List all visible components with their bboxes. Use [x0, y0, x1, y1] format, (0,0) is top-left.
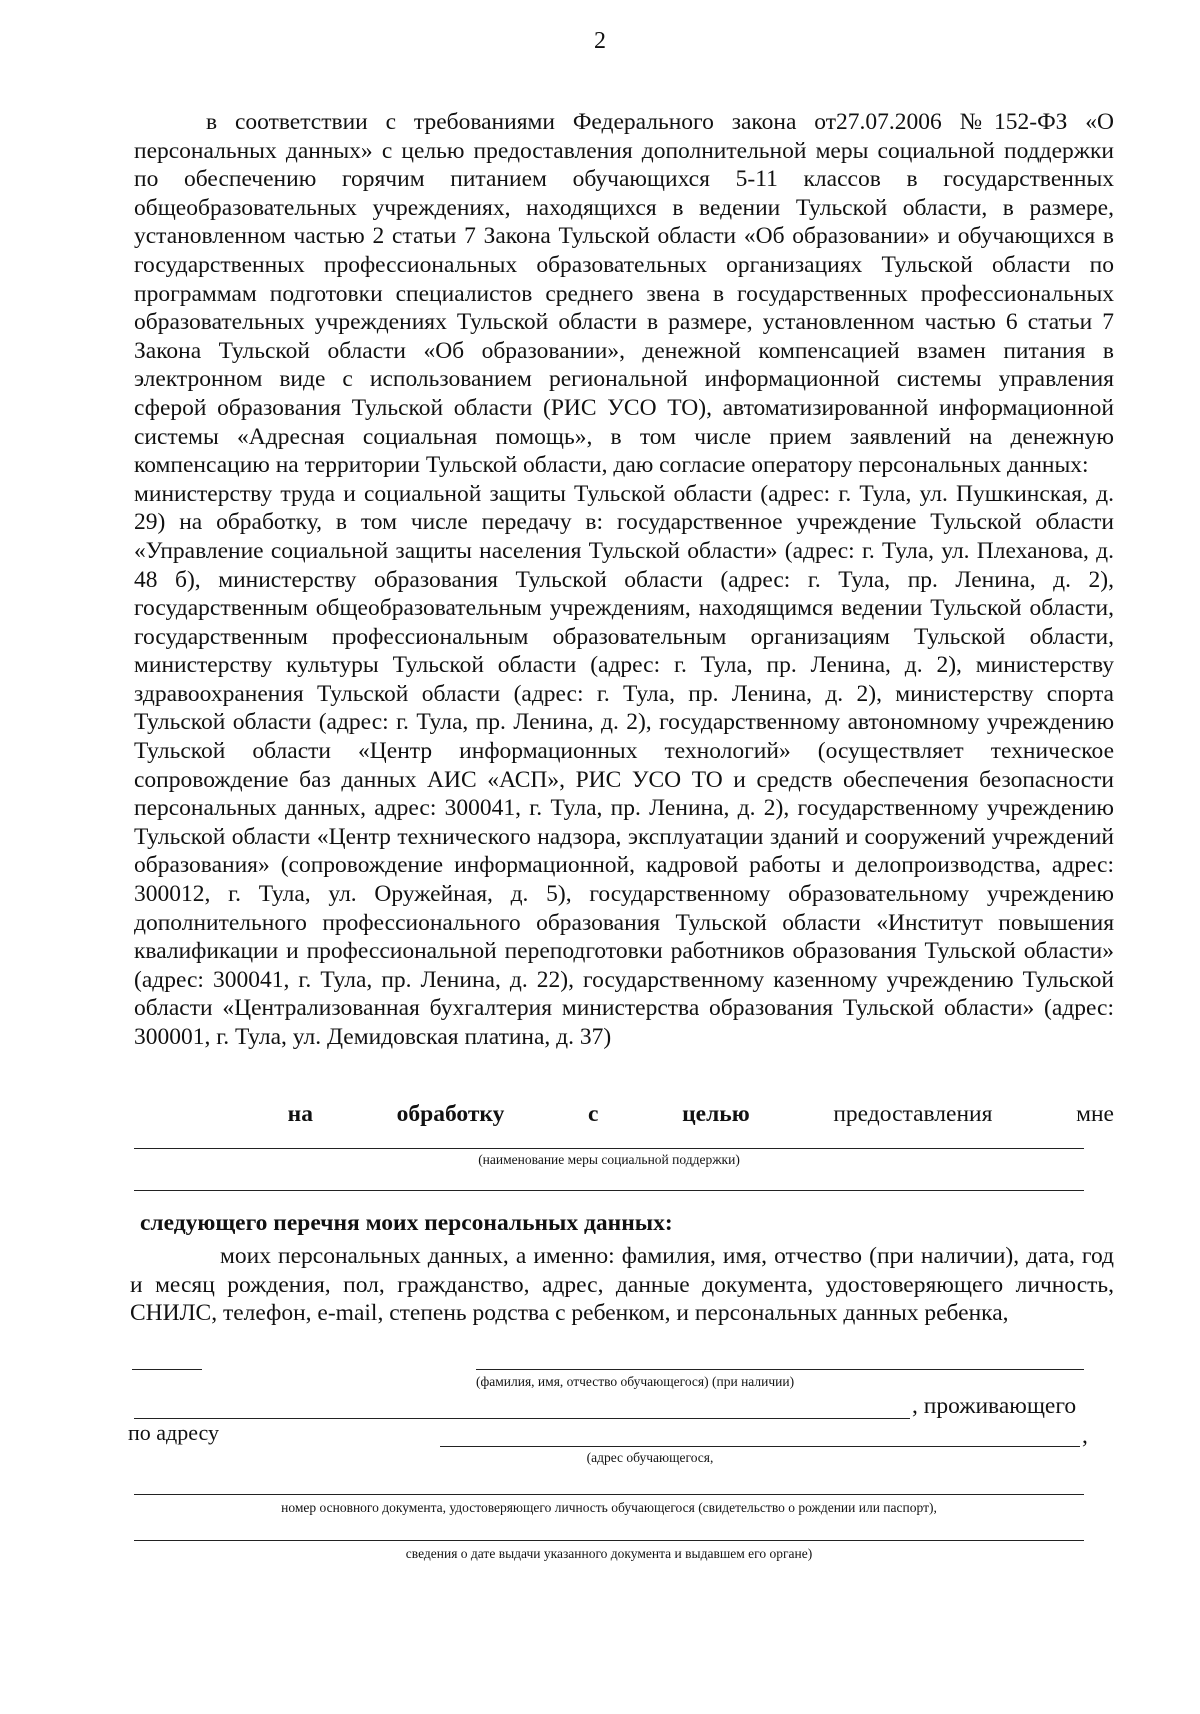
support-measure-line[interactable]	[134, 1148, 1084, 1149]
purpose-word: мне	[1076, 1101, 1114, 1127]
purpose-line	[134, 1100, 1114, 1128]
student-address-caption: (адрес обучающегося,	[586, 1450, 714, 1465]
purpose-word: обработку	[396, 1101, 505, 1127]
operators-paragraph: министерству труда и социальной защиты Тульской области (адрес: г. Тула, ул. Пушкинская, д. 29) на обработку, в том числе передачу в: государственное учреждение Тульской области «Управление социальной защиты населения Тульской области» (адрес: г. Тула, ул. Плеханова, д. 48 б), министерству образования Тульской области (адрес: г. Тула, пр. Ленина, д. 2), государственным общеобразовательным учреждениям, находящимся ведении Тульской области, государственным профессиональным образовательным организациям Тульской области, министерству культуры Тульской области (адрес: г. Тула, пр. Ленина, д. 2), министерству здравоохранения Тульской области (адрес: г. Тула, пр. Ленина, д. 2), министерству спорта Тульской области (адрес: г. Тула, пр. Ленина, д. 2), государственному автономному учреждению Тульской области «Центр информационных технологий» (осуществляет техническое сопровождение баз данных АИС «АСП», РИС УСО ТО и средств обеспечения безопасности персональных данных, адрес: 300041, г. Тула, пр. Ленина, д. 2), государственному учреждению Тульской области «Центр технического надзора, эксплуатации зданий и сооружений учреждений образования» (сопровождение информационной, кадровой работы и делопроизводства, адрес: 300012, г. Тула, ул. Оружейная, д. 5), государственному образовательному учреждению дополнительного профессионального образования Тульской области «Институт повышения квалификации и профессиональной переподготовки работников образования Тульской области» (адрес: 300041, г. Тула, пр. Ленина, д. 22), государственному казенному учреждению Тульской области «Централизованная бухгалтерия министерства образования Тульской области» (адрес: 300001, г. Тула, ул. Демидовская платина, д. 37)	[134, 480, 1114, 1050]
student-name-line[interactable]	[476, 1369, 1084, 1370]
support-measure-line-2[interactable]	[134, 1190, 1084, 1191]
personal-data-list	[130, 1242, 1114, 1328]
list-paragraph: моих персональных данных, а именно: фамилия, имя, отчество (при наличии), дата, год и месяц рождения, пол, гражданство, адрес, данные документа, удостоверяющего личность, СНИЛС, телефон, e-mail, степень родства с ребенком, и персональных данных ребенка,	[130, 1243, 1114, 1327]
purpose-word: с	[588, 1101, 599, 1127]
issue-line[interactable]	[134, 1540, 1084, 1541]
address-comma: ,	[1082, 1423, 1088, 1449]
consent-paragraph: в соответствии с требованиями Федерального закона от27.07.2006 №152-ФЗ «О персональных данных» с целью предоставления дополнительной меры социальной поддержки по обеспечению горячим питанием обучающихся 5-11 классов в государственных общеобразовательных учреждениях, находящихся в ведении Тульской области, в размере, установленном частью 2 статьи 7 Закона Тульской области «Об образовании» и обучающихся в государственных профессиональных образовательных организациях Тульской области по программам подготовки специалистов среднего звена в государственных профессиональных образовательных учреждениях Тульской области в размере, установленном частью 6 статьи 7 Закона Тульской области «Об образовании», денежной компенсацией взамен питания в электронном виде с использованием региональной информационной системы управления сферой образования Тульской области (РИС УСО ТО), автоматизированной информационной системы «Адресная социальная помощь», в том числе прием заявлений на денежную компенсацию на территории Тульской области, даю согласие оператору персональных данных:	[134, 109, 1114, 479]
document-caption: номер основного документа, удостоверяющего личность обучающегося (свидетельство о рождении или паспорт),	[281, 1500, 937, 1515]
consent-body	[134, 108, 1114, 1052]
short-line	[132, 1369, 202, 1370]
list-heading: следующего перечня моих персональных данных:	[140, 1210, 673, 1236]
support-measure-caption: (наименование меры социальной поддержки)	[478, 1152, 740, 1167]
student-name-line-2[interactable]	[134, 1418, 910, 1419]
purpose-word: целью	[682, 1101, 750, 1127]
residing-label: , проживающего	[912, 1393, 1077, 1419]
address-label: по адресу	[128, 1420, 220, 1445]
issue-caption: сведения о дате выдачи указанного документа и выдавшем его органе)	[405, 1546, 813, 1561]
document-line[interactable]	[134, 1494, 1084, 1495]
page-number: 2	[594, 28, 606, 54]
student-address-line[interactable]	[440, 1446, 1080, 1447]
purpose-word: предоставления	[833, 1101, 993, 1127]
purpose-word: на	[287, 1101, 313, 1127]
student-name-caption: (фамилия, имя, отчество обучающегося) (при наличии)	[476, 1374, 795, 1389]
